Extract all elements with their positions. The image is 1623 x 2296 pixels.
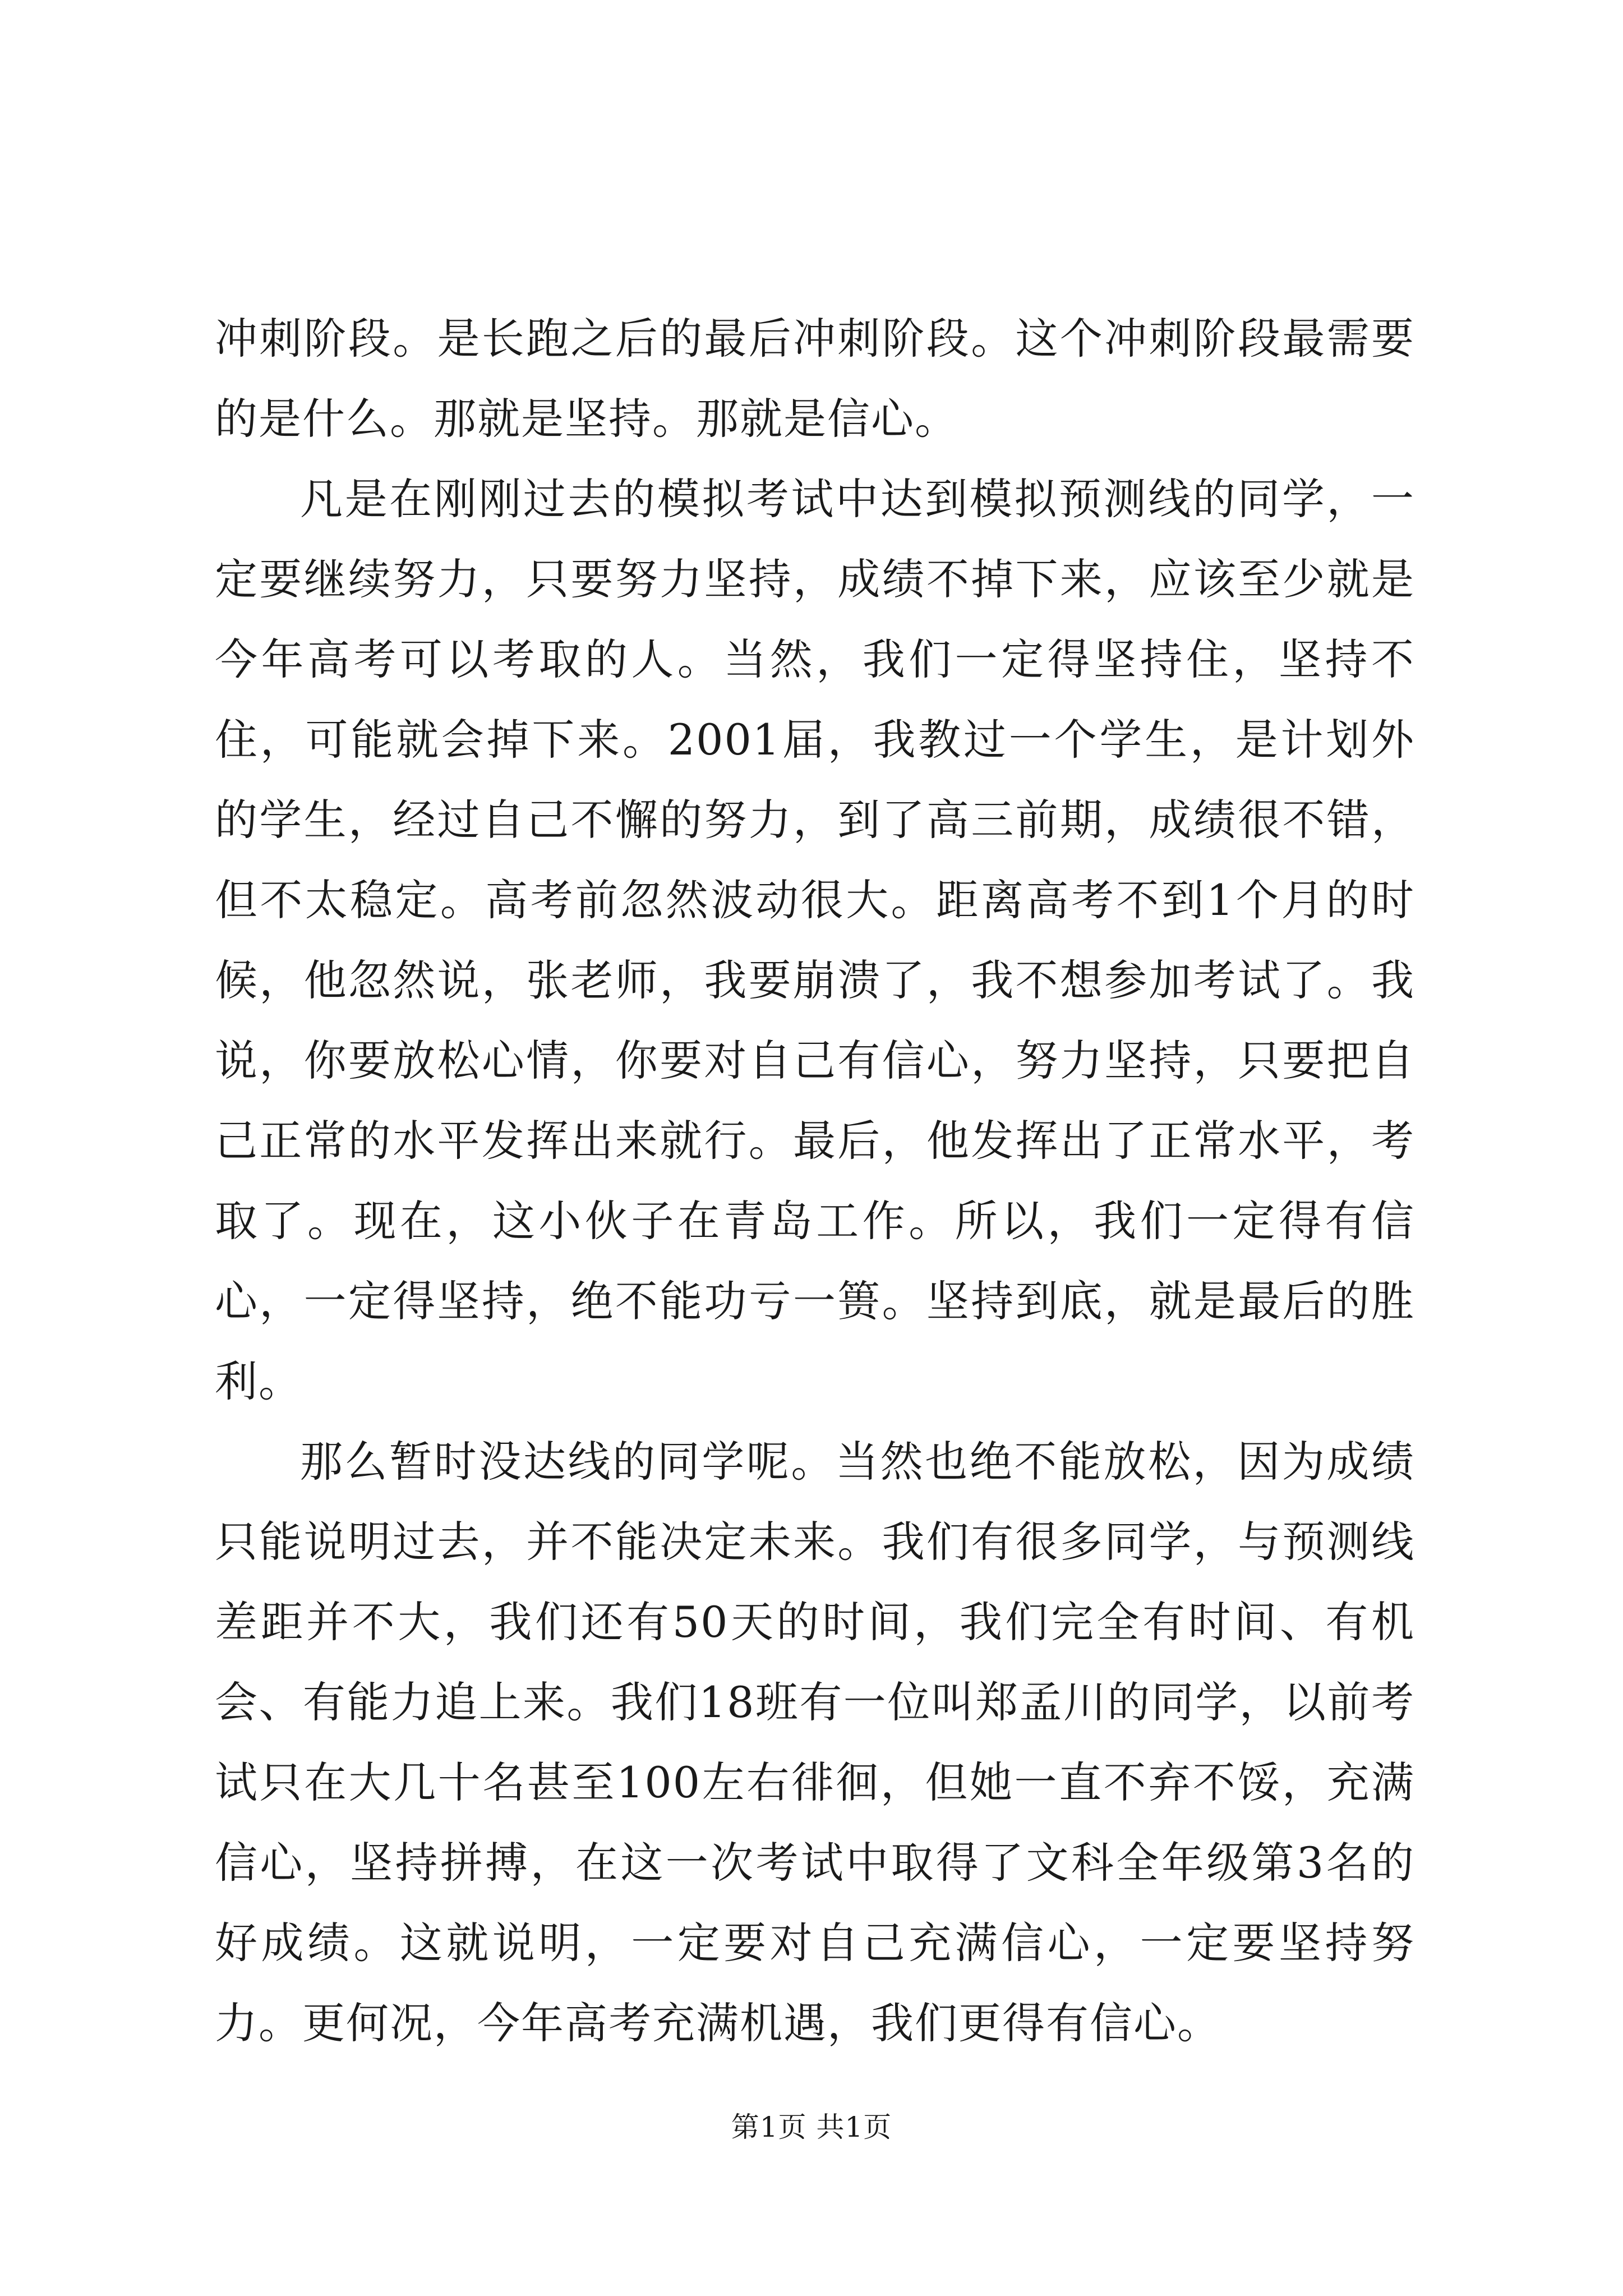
paragraph-below-line-students: 那么暂时没达线的同学呢。当然也绝不能放松，因为成绩只能说明过去，并不能决定未来。我们有很多同学，与预测线差距并不大，我们还有50天的时间，我们完全有时间、有机会、有能力追上来。我们18班有一位叫郑孟川的同学，以前考试只在大几十名甚至100左右徘徊，但她一直不弃不馁，充满信心，坚持拼搏，在这一次考试中取得了文科全年级第3名的好成绩。这就说明，一定要对自己充满信心，一定要坚持努力。更何况，今年高考充满机遇，我们更得有信心。 — [215, 1437, 1415, 2048]
paragraph-simulated-exam: 凡是在刚刚过去的模拟考试中达到模拟预测线的同学，一定要继续努力，只要努力坚持，成绩不掉下来，应该至少就是今年高考可以考取的人。当然，我们一定得坚持住，坚持不住，可能就会掉下来。2001届，我教过一个学生，是计划外的学生，经过自己不懈的努力，到了高三前期，成绩很不错，但不太稳定。高考前忽然波动很大。距离高考不到1个月的时候，他忽然说，张老师，我要崩溃了，我不想参加考试了。我说，你要放松心情，你要对自己有信心，努力坚持，只要把自己正常的水平发挥出来就行。最后，他发挥出了正常水平，考取了。现在，这小伙子在青岛工作。所以，我们一定得有信心，一定得坚持，绝不能功亏一篑。坚持到底，就是最后的胜利。 — [215, 474, 1415, 1406]
paragraph-continuation: 冲刺阶段。是长跑之后的最后冲刺阶段。这个冲刺阶段最需要的是什么。那就是坚持。那就是信心。 — [215, 314, 1415, 444]
document-body — [215, 298, 1415, 2063]
page-number-footer: 第1页 共1页 — [731, 2111, 892, 2143]
